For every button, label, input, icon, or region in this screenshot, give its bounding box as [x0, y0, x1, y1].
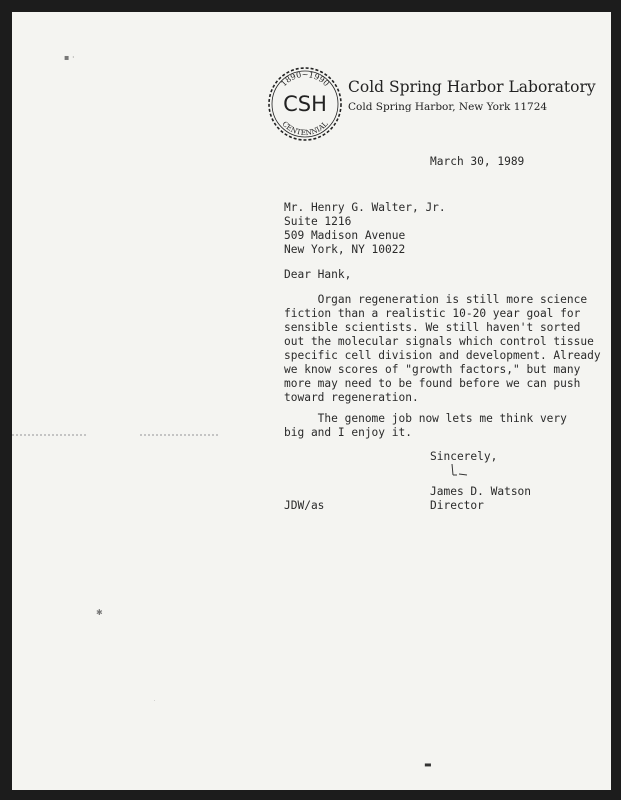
scan-speck: ✱ — [96, 608, 103, 617]
logo-top-text: 1890~1990 — [279, 70, 331, 89]
scan-speck: ▬ — [424, 760, 432, 769]
body-line: big and I enjoy it. — [284, 426, 412, 439]
logo-center-text: CSH — [283, 92, 327, 116]
body-line: The genome job now lets me think very — [284, 412, 567, 425]
scan-artifact-line — [12, 434, 87, 436]
body-line: out the molecular signals which control tissue — [284, 335, 594, 348]
body-line: we know scores of "growth factors," but many — [284, 363, 581, 376]
body-line: toward regeneration. — [284, 391, 419, 404]
reference-initials: JDW/as — [284, 499, 325, 512]
recipient-city: New York, NY 10022 — [284, 243, 406, 256]
logo-bottom-text: CENTENNIAL — [280, 119, 330, 138]
body-line: specific cell division and development. Already — [284, 349, 601, 362]
recipient-street: 509 Madison Avenue — [284, 229, 406, 242]
body-line: Organ regeneration is still more science — [284, 293, 588, 306]
organization-name: Cold Spring Harbor Laboratory — [348, 78, 596, 96]
letter-date: March 30, 1989 — [430, 155, 525, 168]
body-line: fiction than a realistic 10-20 year goal for — [284, 307, 581, 320]
scan-speck: · — [154, 698, 156, 703]
recipient-name: Mr. Henry G. Walter, Jr. — [284, 201, 446, 214]
closing: Sincerely, — [430, 450, 498, 463]
body-line: sensible scientists. We still haven't sorted — [284, 321, 581, 334]
signature-title: Director — [430, 499, 484, 512]
scan-speck: ▪ · — [64, 53, 75, 62]
csh-centennial-logo — [266, 65, 344, 143]
body-line: more may need to be found before we can push — [284, 377, 581, 390]
organization-address: Cold Spring Harbor, New York 11724 — [348, 101, 548, 113]
signature-name: James D. Watson — [430, 485, 532, 498]
letter-page — [12, 12, 611, 790]
scan-artifact-line — [140, 434, 220, 436]
signature-mark — [448, 462, 472, 480]
salutation: Dear Hank, — [284, 268, 352, 281]
recipient-suite: Suite 1216 — [284, 215, 352, 228]
